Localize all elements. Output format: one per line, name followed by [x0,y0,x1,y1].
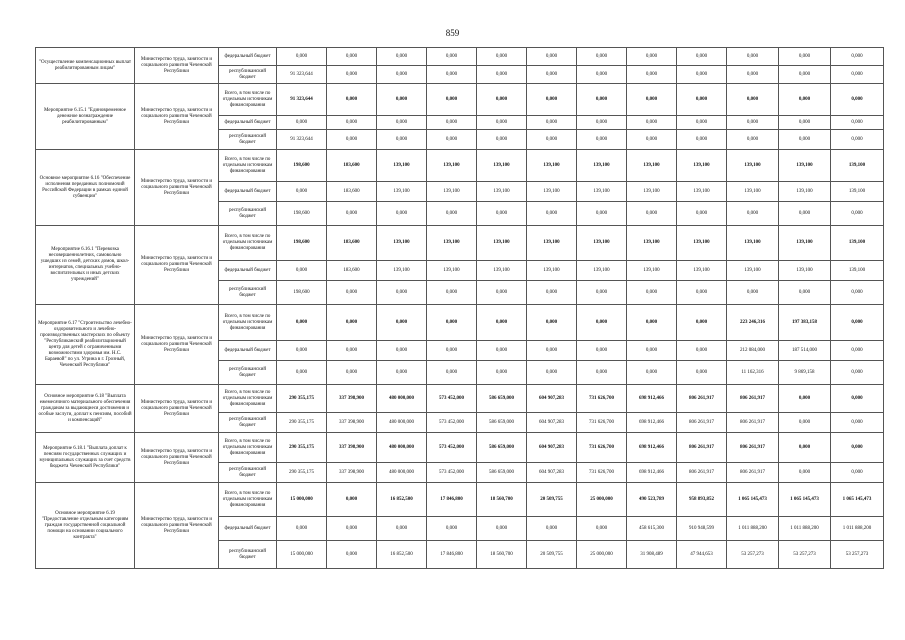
year-value-cell: 0,000 [577,361,627,385]
year-value-cell: 0,000 [677,305,727,341]
year-value-cell: 18 560,700 [477,541,527,569]
year-value-cell: 604 907,283 [527,413,577,433]
year-value-cell: 0,000 [327,202,377,226]
table-row [36,433,884,463]
year-value-cell: 0,000 [477,361,527,385]
year-value-cell: 573 452,000 [427,433,477,463]
year-value-cell: 18 560,700 [477,483,527,517]
year-value-cell: 0,000 [277,361,327,385]
year-value-cell: 0,000 [527,130,577,150]
year-value-cell: 0,000 [677,341,727,361]
year-value-cell: 0,000 [831,385,884,413]
table-row [36,150,884,182]
year-value-cell: 0,000 [427,341,477,361]
year-value-cell: 0,000 [377,517,427,541]
year-value-cell: 197 383,158 [779,305,831,341]
year-value-cell: 31 908,489 [627,541,677,569]
year-value-cell: 604 907,283 [527,433,577,463]
year-value-cell: 0,000 [779,84,831,116]
funding-source: республиканский бюджет [219,202,277,226]
year-value-cell: 0,000 [727,48,779,66]
funding-source: Всего, в том числе по отдельным источникам финансирования [219,385,277,413]
year-value-cell: 0,000 [779,116,831,130]
year-value-cell: 15 000,000 [277,483,327,517]
year-value-cell: 586 659,000 [477,433,527,463]
year-value-cell: 1 065 145,473 [779,483,831,517]
year-value-cell: 573 452,000 [427,413,477,433]
year-value-cell: 0,000 [779,202,831,226]
table-row [36,48,884,66]
year-value-cell: 0,000 [277,48,327,66]
year-value-cell: 0,000 [277,182,327,202]
funding-source: федеральный бюджет [219,261,277,281]
year-value-cell: 91 323,644 [277,66,327,84]
year-value-cell: 212 084,000 [727,341,779,361]
year-value-cell: 0,000 [477,341,527,361]
year-value-cell: 15 000,000 [277,541,327,569]
year-value-cell: 806 261,917 [727,385,779,413]
year-value-cell: 337 398,900 [327,433,377,463]
year-value-cell: 0,000 [677,48,727,66]
year-value-cell: 0,000 [677,116,727,130]
year-value-cell: 0,000 [577,341,627,361]
year-value-cell: 806 261,917 [677,413,727,433]
year-value-cell: 0,000 [277,116,327,130]
year-value-cell: 0,000 [677,202,727,226]
year-value-cell: 698 912,466 [627,433,677,463]
year-value-cell: 0,000 [277,517,327,541]
year-value-cell: 0,000 [831,413,884,433]
year-value-cell: 0,000 [327,305,377,341]
year-value-cell: 731 626,700 [577,433,627,463]
year-value-cell: 91 323,644 [277,84,327,116]
year-value-cell: 20 509,755 [527,483,577,517]
funding-source: республиканский бюджет [219,413,277,433]
year-value-cell: 0,000 [577,517,627,541]
year-value-cell: 0,000 [677,84,727,116]
year-value-cell: 337 398,900 [327,385,377,413]
year-value-cell: 9 869,158 [779,361,831,385]
year-value-cell: 0,000 [677,66,727,84]
year-value-cell: 0,000 [527,305,577,341]
year-value-cell: 139,100 [427,150,477,182]
measure-name: Основное мероприятие 6.18 "Выплата ежемесячного материального обеспечения гражданам за выдающиеся достижения и особые заслуги, доплат к пенсиям, пособий и компенсаций" [36,385,135,433]
year-value-cell: 198,600 [277,281,327,305]
year-value-cell: 53 257,273 [727,541,779,569]
responsible-executor: Министерство труда, занятости и социального развития Чеченской Республики [135,84,219,150]
funding-source: федеральный бюджет [219,182,277,202]
year-value-cell: 0,000 [377,281,427,305]
year-value-cell: 53 257,273 [831,541,884,569]
year-value-cell: 0,000 [327,541,377,569]
responsible-executor: Министерство труда, занятости и социального развития Чеченской Республики [135,48,219,84]
year-value-cell: 25 000,000 [577,483,627,517]
year-value-cell: 139,100 [377,150,427,182]
year-value-cell: 806 261,917 [677,433,727,463]
year-value-cell: 0,000 [427,305,477,341]
year-value-cell: 806 261,917 [727,413,779,433]
year-value-cell: 139,100 [427,226,477,261]
year-value-cell: 290 355,175 [277,463,327,483]
year-value-cell: 0,000 [427,48,477,66]
year-value-cell: 139,100 [627,150,677,182]
year-value-cell: 337 398,900 [327,463,377,483]
year-value-cell: 0,000 [577,66,627,84]
year-value-cell: 183,600 [327,226,377,261]
year-value-cell: 0,000 [377,361,427,385]
year-value-cell: 0,000 [627,48,677,66]
funding-source: республиканский бюджет [219,361,277,385]
measure-name: Основное мероприятие 6.19 "Предоставление отдельным категориям граждан государственной социальной помощи на основании социального контракта" [36,483,135,569]
table-row [36,226,884,261]
year-value-cell: 0,000 [477,517,527,541]
year-value-cell: 0,000 [527,202,577,226]
year-value-cell: 11 162,316 [727,361,779,385]
year-value-cell: 0,000 [831,305,884,341]
year-value-cell: 0,000 [779,385,831,413]
year-value-cell: 0,000 [627,281,677,305]
year-value-cell: 139,100 [377,226,427,261]
year-value-cell: 53 257,273 [779,541,831,569]
year-value-cell: 25 000,000 [577,541,627,569]
year-value-cell: 0,000 [277,261,327,281]
year-value-cell: 0,000 [427,84,477,116]
year-value-cell: 0,000 [277,305,327,341]
year-value-cell: 0,000 [477,281,527,305]
funding-source: республиканский бюджет [219,66,277,84]
year-value-cell: 0,000 [327,130,377,150]
year-value-cell: 0,000 [527,84,577,116]
year-value-cell: 698 912,466 [627,463,677,483]
year-value-cell: 0,000 [477,48,527,66]
year-value-cell: 0,000 [427,202,477,226]
year-value-cell: 0,000 [577,84,627,116]
year-value-cell: 0,000 [727,66,779,84]
year-value-cell: 0,000 [831,361,884,385]
budget-table [35,47,884,569]
year-value-cell: 573 452,000 [427,463,477,483]
year-value-cell: 586 659,000 [477,385,527,413]
measure-name: Мероприятие 6.15.1 "Единовременное денежное вознаграждение реабилитированным" [36,84,135,150]
year-value-cell: 0,000 [527,361,577,385]
year-value-cell: 0,000 [779,48,831,66]
table-row [36,385,884,413]
year-value-cell: 0,000 [527,517,577,541]
funding-source: республиканский бюджет [219,130,277,150]
year-value-cell: 0,000 [577,130,627,150]
responsible-executor: Министерство труда, занятости и социального развития Чеченской Республики [135,433,219,483]
year-value-cell: 139,100 [779,261,831,281]
funding-source: Всего, в том числе по отдельным источникам финансирования [219,305,277,341]
year-value-cell: 139,100 [527,226,577,261]
year-value-cell: 958 893,852 [677,483,727,517]
year-value-cell: 806 261,917 [727,433,779,463]
year-value-cell: 0,000 [327,483,377,517]
year-value-cell: 139,100 [477,150,527,182]
year-value-cell: 0,000 [627,84,677,116]
year-value-cell: 0,000 [327,281,377,305]
year-value-cell: 0,000 [779,66,831,84]
year-value-cell: 0,000 [377,116,427,130]
year-value-cell: 1 065 145,473 [727,483,779,517]
year-value-cell: 480 000,000 [377,463,427,483]
year-value-cell: 0,000 [577,305,627,341]
year-value-cell: 337 398,900 [327,413,377,433]
measure-name: Основное мероприятие 6.16 "Обеспечение исполнения переданных полномочий Российской Федерации в рамках единой субвенции" [36,150,135,226]
table-row [36,305,884,341]
year-value-cell: 139,100 [831,261,884,281]
year-value-cell: 139,100 [577,182,627,202]
table-row [36,483,884,517]
year-value-cell: 0,000 [577,48,627,66]
year-value-cell: 0,000 [277,341,327,361]
year-value-cell: 806 261,917 [727,463,779,483]
year-value-cell: 0,000 [727,116,779,130]
year-value-cell: 139,100 [477,182,527,202]
year-value-cell: 0,000 [577,202,627,226]
table-row [36,84,884,116]
year-value-cell: 806 261,917 [677,463,727,483]
year-value-cell: 1 065 145,473 [831,483,884,517]
funding-source: республиканский бюджет [219,463,277,483]
year-value-cell: 1 011 888,200 [831,517,884,541]
year-value-cell: 0,000 [527,116,577,130]
year-value-cell: 139,100 [677,261,727,281]
year-value-cell: 0,000 [477,84,527,116]
year-value-cell: 604 907,283 [527,385,577,413]
page-number: 859 [445,28,460,38]
year-value-cell: 0,000 [527,281,577,305]
year-value-cell: 480 000,000 [377,385,427,413]
year-value-cell: 1 011 888,200 [727,517,779,541]
year-value-cell: 586 659,000 [477,413,527,433]
year-value-cell: 458 615,300 [627,517,677,541]
year-value-cell: 139,100 [377,261,427,281]
year-value-cell: 139,100 [577,261,627,281]
year-value-cell: 0,000 [427,116,477,130]
year-value-cell: 139,100 [577,226,627,261]
year-value-cell: 0,000 [327,66,377,84]
year-value-cell: 0,000 [727,84,779,116]
year-value-cell: 0,000 [427,517,477,541]
year-value-cell: 16 852,500 [377,483,427,517]
year-value-cell: 0,000 [831,66,884,84]
year-value-cell: 139,100 [831,182,884,202]
year-value-cell: 731 626,700 [577,413,627,433]
year-value-cell: 731 626,700 [577,385,627,413]
measure-name: Мероприятие 6.16.1 "Перевозка несовершеннолетних, самовольно ушедших из семей, детских домов, школ-интернатов, специальных учебно-воспитательных и иных детских учреждений" [36,226,135,305]
year-value-cell: 139,100 [527,261,577,281]
year-value-cell: 0,000 [677,361,727,385]
year-value-cell: 139,100 [477,226,527,261]
year-value-cell: 290 355,175 [277,413,327,433]
year-value-cell: 698 912,466 [627,385,677,413]
year-value-cell: 139,100 [627,182,677,202]
measure-name: Мероприятие 6.17 "Строительство лечебно-оздоровительного и лечебно-производственных мастерских по объекту "Республиканский реабилитационный центр для детей с ограниченными возможностями здоровья им. Н.С. Бараевой" по ул. Угрина в г. Грозный, Чеченской Республики" [36,305,135,385]
year-value-cell: 731 626,700 [577,463,627,483]
year-value-cell: 0,000 [477,130,527,150]
funding-source: федеральный бюджет [219,517,277,541]
year-value-cell: 139,100 [477,261,527,281]
year-value-cell: 0,000 [831,463,884,483]
year-value-cell: 0,000 [627,116,677,130]
year-value-cell: 0,000 [527,341,577,361]
year-value-cell: 0,000 [377,305,427,341]
responsible-executor: Министерство труда, занятости и социального развития Чеченской Республики [135,385,219,433]
year-value-cell: 0,000 [377,66,427,84]
year-value-cell: 0,000 [831,341,884,361]
year-value-cell: 0,000 [577,116,627,130]
year-value-cell: 0,000 [677,130,727,150]
year-value-cell: 0,000 [477,305,527,341]
funding-source: федеральный бюджет [219,341,277,361]
year-value-cell: 0,000 [831,202,884,226]
year-value-cell: 698 912,466 [627,413,677,433]
year-value-cell: 139,100 [727,261,779,281]
year-value-cell: 480 000,000 [377,413,427,433]
year-value-cell: 139,100 [727,150,779,182]
year-value-cell: 139,100 [677,226,727,261]
year-value-cell: 573 452,000 [427,385,477,413]
year-value-cell: 0,000 [727,130,779,150]
year-value-cell: 0,000 [831,281,884,305]
year-value-cell: 139,100 [779,226,831,261]
year-value-cell: 198,600 [277,202,327,226]
year-value-cell: 0,000 [327,341,377,361]
year-value-cell: 0,000 [527,48,577,66]
funding-source: федеральный бюджет [219,48,277,66]
year-value-cell: 17 846,800 [427,483,477,517]
year-value-cell: 139,100 [779,182,831,202]
year-value-cell: 139,100 [427,182,477,202]
year-value-cell: 0,000 [377,202,427,226]
year-value-cell: 16 852,500 [377,541,427,569]
year-value-cell: 0,000 [779,433,831,463]
year-value-cell: 0,000 [779,413,831,433]
funding-source: Всего, в том числе по отдельным источникам финансирования [219,150,277,182]
funding-source: республиканский бюджет [219,281,277,305]
year-value-cell: 139,100 [677,182,727,202]
responsible-executor: Министерство труда, занятости и социального развития Чеченской Республики [135,483,219,569]
year-value-cell: 0,000 [577,281,627,305]
year-value-cell: 0,000 [779,463,831,483]
year-value-cell: 490 523,789 [627,483,677,517]
year-value-cell: 183,600 [327,150,377,182]
year-value-cell: 0,000 [477,66,527,84]
year-value-cell: 1 011 888,200 [779,517,831,541]
year-value-cell: 139,100 [427,261,477,281]
year-value-cell: 198,600 [277,226,327,261]
year-value-cell: 139,100 [779,150,831,182]
funding-source: Всего, в том числе по отдельным источникам финансирования [219,226,277,261]
year-value-cell: 0,000 [677,281,727,305]
year-value-cell: 20 509,755 [527,541,577,569]
year-value-cell: 290 355,175 [277,433,327,463]
year-value-cell: 223 246,316 [727,305,779,341]
responsible-executor: Министерство труда, занятости и социального развития Чеченской Республики [135,226,219,305]
year-value-cell: 0,000 [427,361,477,385]
year-value-cell: 0,000 [831,48,884,66]
year-value-cell: 0,000 [427,130,477,150]
year-value-cell: 0,000 [727,281,779,305]
year-value-cell: 0,000 [627,130,677,150]
year-value-cell: 0,000 [377,341,427,361]
year-value-cell: 290 355,175 [277,385,327,413]
year-value-cell: 0,000 [831,433,884,463]
year-value-cell: 0,000 [327,48,377,66]
measure-name: Мероприятие 6.18.1 "Выплата доплат к пенсиям государственных служащих и муниципальных служащих за счет средств бюджета Чеченской Республики" [36,433,135,483]
year-value-cell: 139,100 [831,150,884,182]
year-value-cell: 139,100 [577,150,627,182]
year-value-cell: 910 948,599 [677,517,727,541]
year-value-cell: 139,100 [527,182,577,202]
year-value-cell: 0,000 [377,84,427,116]
year-value-cell: 0,000 [779,130,831,150]
responsible-executor: Министерство труда, занятости и социального развития Чеченской Республики [135,150,219,226]
year-value-cell: 0,000 [327,517,377,541]
year-value-cell: 806 261,917 [677,385,727,413]
year-value-cell: 0,000 [427,66,477,84]
year-value-cell: 0,000 [627,202,677,226]
funding-source: Всего, в том числе по отдельным источникам финансирования [219,483,277,517]
responsible-executor: Министерство труда, занятости и социального развития Чеченской Республики [135,305,219,385]
year-value-cell: 139,100 [627,226,677,261]
year-value-cell: 0,000 [627,361,677,385]
year-value-cell: 183,600 [327,261,377,281]
year-value-cell: 0,000 [527,66,577,84]
year-value-cell: 139,100 [527,150,577,182]
year-value-cell: 139,100 [677,150,727,182]
year-value-cell: 139,100 [831,226,884,261]
year-value-cell: 0,000 [831,116,884,130]
year-value-cell: 0,000 [327,116,377,130]
year-value-cell: 0,000 [327,84,377,116]
year-value-cell: 139,100 [627,261,677,281]
year-value-cell: 0,000 [831,84,884,116]
year-value-cell: 0,000 [327,361,377,385]
year-value-cell: 47 944,653 [677,541,727,569]
year-value-cell: 139,100 [727,226,779,261]
year-value-cell: 0,000 [377,48,427,66]
measure-name: "Осуществление компенсационных выплат реабилитированным лицам" [36,48,135,84]
year-value-cell: 17 846,800 [427,541,477,569]
year-value-cell: 0,000 [627,66,677,84]
year-value-cell: 0,000 [377,130,427,150]
year-value-cell: 198,600 [277,150,327,182]
year-value-cell: 0,000 [831,130,884,150]
year-value-cell: 604 907,283 [527,463,577,483]
year-value-cell: 0,000 [727,202,779,226]
year-value-cell: 0,000 [627,305,677,341]
year-value-cell: 187 514,000 [779,341,831,361]
funding-source: республиканский бюджет [219,541,277,569]
year-value-cell: 0,000 [477,202,527,226]
year-value-cell: 0,000 [427,281,477,305]
year-value-cell: 139,100 [377,182,427,202]
year-value-cell: 139,100 [727,182,779,202]
year-value-cell: 0,000 [627,341,677,361]
funding-source: федеральный бюджет [219,116,277,130]
funding-source: Всего, в том числе по отдельным источникам финансирования [219,84,277,116]
year-value-cell: 183,600 [327,182,377,202]
year-value-cell: 0,000 [779,281,831,305]
year-value-cell: 0,000 [477,116,527,130]
funding-source: Всего, в том числе по отдельным источникам финансирования [219,433,277,463]
year-value-cell: 91 323,644 [277,130,327,150]
year-value-cell: 480 000,000 [377,433,427,463]
year-value-cell: 586 659,000 [477,463,527,483]
